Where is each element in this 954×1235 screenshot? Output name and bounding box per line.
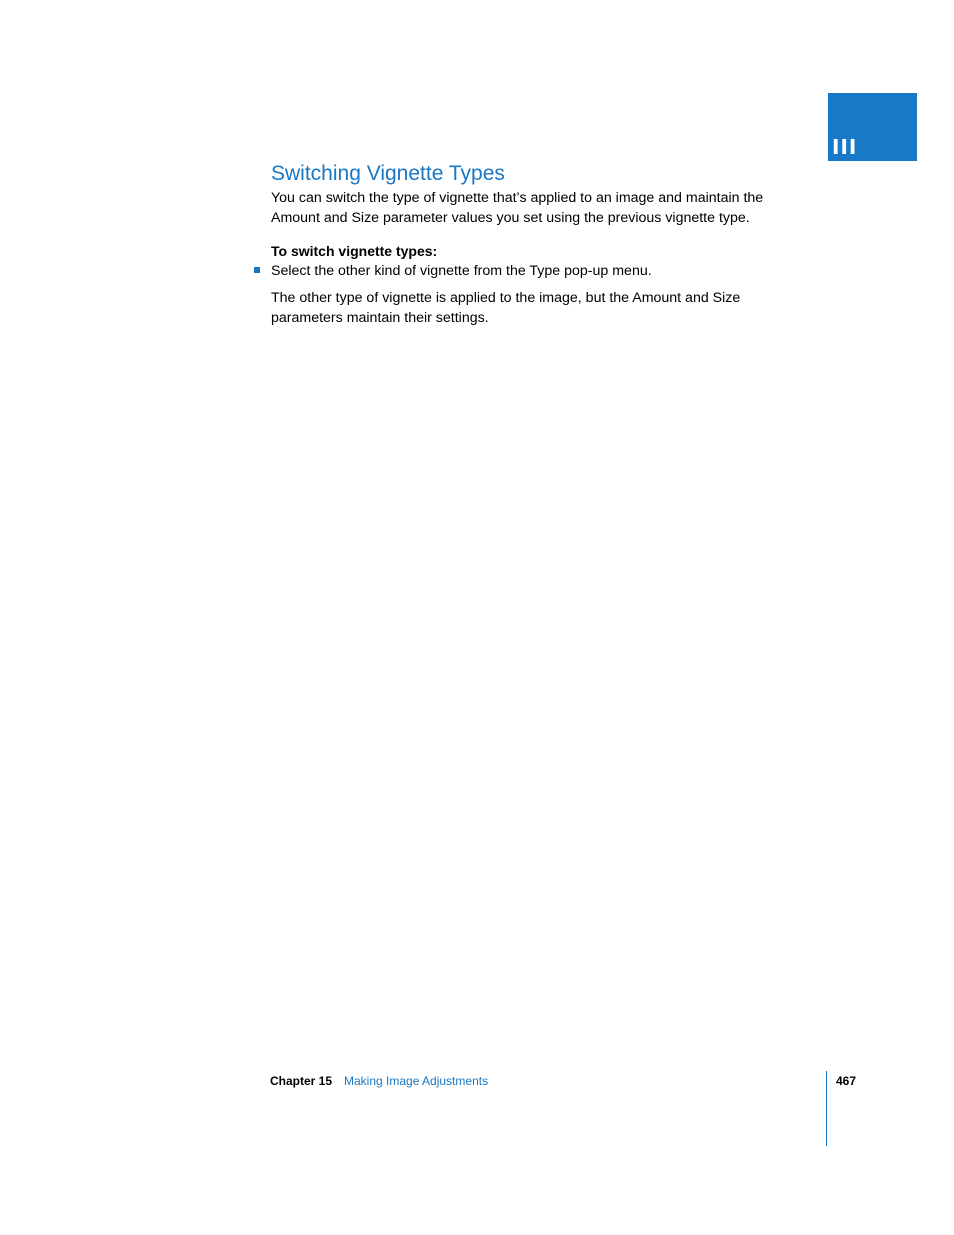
intro-paragraph: You can switch the type of vignette that’s applied to an image and maintain the Amount and Size parameter values you set using the previous vignette type. (271, 190, 764, 226)
footer-divider (826, 1071, 827, 1146)
page-number: 467 (836, 1074, 857, 1088)
part-number-label: III (832, 135, 858, 159)
footer-chapter-title: Making Image Adjustments (344, 1074, 489, 1088)
result-paragraph: The other type of vignette is applied to the image, but the Amount and Size parameters maintain their settings. (271, 290, 741, 326)
part-tab (828, 93, 917, 161)
square-bullet-icon (254, 267, 260, 273)
section-heading: Switching Vignette Types (271, 162, 505, 185)
task-heading: To switch vignette types: (271, 243, 438, 259)
step-item: Select the other kind of vignette from the Type pop-up menu. (271, 263, 652, 279)
footer-chapter-label: Chapter 15 (270, 1074, 333, 1088)
